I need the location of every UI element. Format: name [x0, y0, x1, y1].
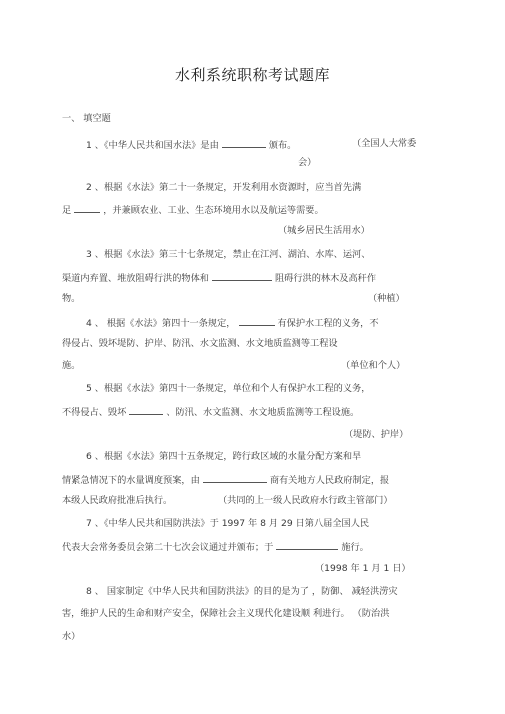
question-6-line-2: 情紧急情况下的水量调度预案，由 商有关地方人民政府制定，报 — [62, 475, 390, 486]
question-7-line-1: 7 、《中华人民共和国防洪法》于 1997 年 8 月 29 日第八届全国人民 — [86, 518, 370, 529]
question-3-line-1: 3 、根据《水法》第三十七条规定，禁止在江河、湖泊、水库、运河、 — [86, 249, 371, 260]
question-5-line-2: 不得侵占、毁坏 、防汛、水文监测、水文地质监测等工程设施。 — [62, 407, 360, 418]
question-1-line-1: 1 、《中华人民共和国水法》是由 颁布。 — [86, 140, 297, 151]
question-7-answer: （1998 年 1 月 1 日） — [315, 563, 411, 574]
question-4-line-3: 施。 — [62, 360, 81, 371]
question-4-line-1: 4 、 根据《水法》第四十一条规定， 有保护水工程的义务，不 — [86, 318, 379, 329]
question-6-line-3: 本级人民政府批准后执行。 — [62, 495, 173, 506]
question-1-line-2: 会） — [298, 157, 317, 168]
question-4-line-2: 得侵占、毁坏堤防、护岸、防汛、水文监测、水文地质监测等工程设 — [62, 338, 338, 349]
question-8-line-2: 害，维护人民的生命和财产安全，保障社会主义现代化建设顺 利进行。 （防治洪 — [62, 608, 390, 619]
question-2-answer: （城乡居民生活用水） — [278, 225, 370, 236]
section-heading: 一、 填空题 — [62, 113, 111, 124]
question-7-line-2: 代表大会常务委员会第二十七次会议通过并颁布；于 施行。 — [62, 542, 369, 553]
question-8-line-3: 水） — [62, 631, 81, 642]
document-title: 水利系统职称考试题库 — [174, 66, 330, 84]
question-4-answer: （单位和个人） — [341, 360, 406, 371]
answer-blank — [129, 405, 163, 415]
answer-blank — [276, 540, 338, 550]
question-6-line-1: 6 、根据《水法》第四十五条规定，跨行政区域的水量分配方案和旱 — [86, 451, 362, 462]
question-3-line-3: 物。 — [62, 293, 81, 304]
question-2-line-2: 足 ，并兼顾农业、工业、生态环境用水以及航运等需要。 — [62, 205, 324, 216]
answer-blank — [222, 138, 266, 148]
question-3-answer: （种植） — [368, 293, 405, 304]
question-3-line-2: 渠道内弃置、堆放阻碍行洪的物体和 阻碍行洪的林木及高秆作 — [62, 273, 377, 284]
question-8-line-1: 8 、 国家制定《中华人民共和国防洪法》的目的是为了 ，防御、 减轻洪涝灾 — [86, 586, 398, 597]
answer-blank — [74, 203, 100, 213]
question-5-line-1: 5 、根据《水法》第四十一条规定，单位和个人有保护水工程的义务， — [86, 383, 371, 394]
answer-blank — [212, 271, 272, 281]
answer-blank — [203, 473, 267, 483]
question-5-answer: （堤防、护岸） — [344, 429, 409, 440]
question-1-answer: （全国人大常委 — [352, 138, 417, 149]
question-2-line-1: 2 、根据《水法》第二十一条规定，开发利用水资源时，应当首先满 — [86, 182, 362, 193]
answer-blank — [239, 316, 275, 326]
question-6-answer: （共同的上一级人民政府水行政主管部门） — [218, 495, 393, 506]
